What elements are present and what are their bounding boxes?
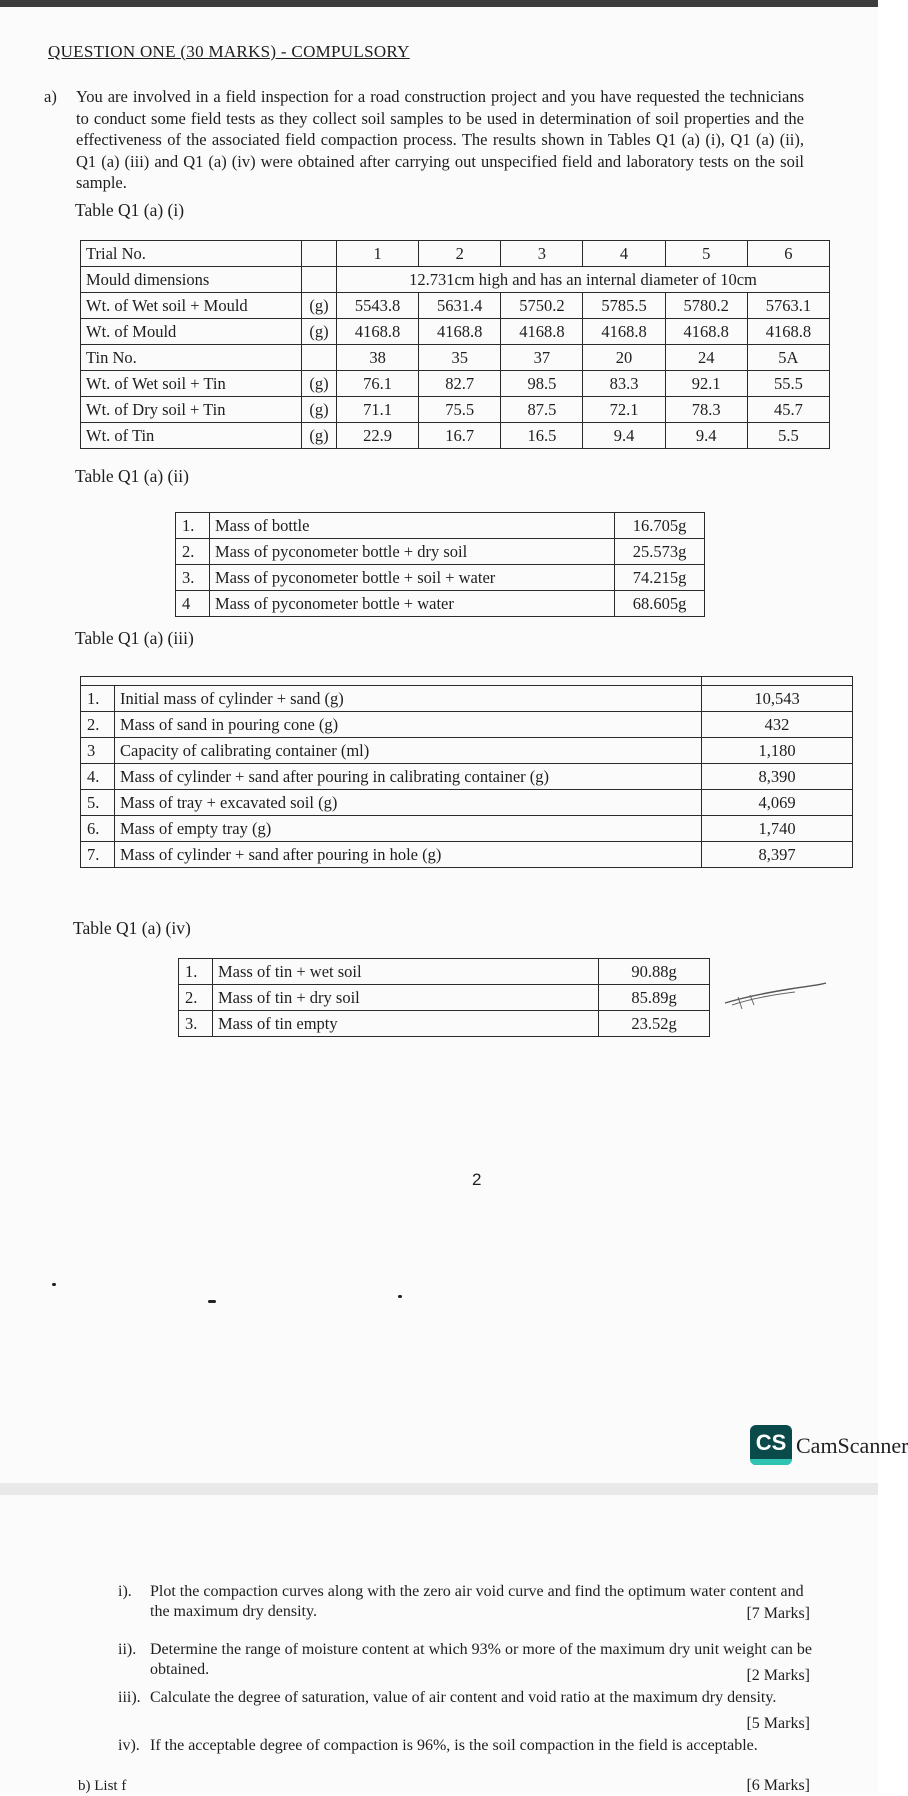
row-label: Mass of pyconometer bottle + soil + water xyxy=(210,565,615,591)
row-value: 23.52g xyxy=(599,1011,710,1037)
row-number: 7. xyxy=(81,842,115,868)
question-item xyxy=(118,1688,818,1732)
row-label: Mass of cylinder + sand after pouring in hole (g) xyxy=(115,842,702,868)
row-value: 68.605g xyxy=(615,591,705,617)
row-unit: (g) xyxy=(302,371,337,397)
moisture-content-table xyxy=(178,958,710,1037)
intro-text: You are involved in a field inspection for a road construction project and you have requested the technicians to conduct some field tests as they collect soil samples to be used in determination of soil properties and the effectiveness of the associated field compaction process. The results shown in Tables Q1 (a) (i), Q1 (a) (ii), Q1 (a) (iii) and Q1 (a) (iv) were obtained after carrying out unspecified field and laboratory tests on the soil sample. xyxy=(76,87,804,192)
pycnometer-table xyxy=(175,512,705,617)
row-label: Wt. of Dry soil + Tin xyxy=(81,397,302,423)
table-cell: 72.1 xyxy=(583,397,665,423)
cut-off-question: b) List f xyxy=(78,1778,127,1794)
scan-speck xyxy=(208,1300,216,1303)
table2-caption: Table Q1 (a) (ii) xyxy=(75,466,189,486)
table-cell: 4168.8 xyxy=(583,319,665,345)
question-text: If the acceptable degree of compaction is 96%, is the soil compaction in the field is acceptable. xyxy=(150,1737,758,1754)
row-label: Mass of pyconometer bottle + dry soil xyxy=(210,539,615,565)
table-cell: 82.7 xyxy=(419,371,501,397)
row-value: 432 xyxy=(702,712,853,738)
row-value: 74.215g xyxy=(615,565,705,591)
table-row xyxy=(176,513,705,539)
table-cell: 35 xyxy=(419,345,501,371)
row-value: 25.573g xyxy=(615,539,705,565)
row-label: Tin No. xyxy=(81,345,302,371)
table-cell: 45.7 xyxy=(747,397,829,423)
table-row xyxy=(81,764,853,790)
table-cell: 9.4 xyxy=(665,423,747,449)
row-number: 2. xyxy=(81,712,115,738)
top-edge-bar xyxy=(0,0,878,7)
mould-label: Mould dimensions xyxy=(81,267,302,293)
row-label: Mass of tin empty xyxy=(213,1011,599,1037)
question-marks: [6 Marks] xyxy=(746,1777,810,1794)
table-row xyxy=(81,371,830,397)
question-marks: [2 Marks] xyxy=(746,1667,810,1684)
trial-no: 6 xyxy=(747,241,829,267)
camscanner-watermark: CamScanner xyxy=(796,1433,908,1458)
table-cell: 5780.2 xyxy=(665,293,747,319)
table-cell: 5631.4 xyxy=(419,293,501,319)
row-label: Mass of tin + dry soil xyxy=(213,985,599,1011)
question-marks: [7 Marks] xyxy=(746,1605,810,1622)
table-cell: 5.5 xyxy=(747,423,829,449)
table-row xyxy=(81,345,830,371)
table-cell: 4168.8 xyxy=(501,319,583,345)
table-cell: 4168.8 xyxy=(665,319,747,345)
row-label: Initial mass of cylinder + sand (g) xyxy=(115,686,702,712)
table-cell: 55.5 xyxy=(747,371,829,397)
row-number: 1. xyxy=(81,686,115,712)
table-cell: 4168.8 xyxy=(419,319,501,345)
table-row xyxy=(81,790,853,816)
question-item xyxy=(118,1640,818,1684)
row-number: 3. xyxy=(179,1011,213,1037)
table-row xyxy=(176,591,705,617)
table3-caption: Table Q1 (a) (iii) xyxy=(75,628,194,648)
table4-caption: Table Q1 (a) (iv) xyxy=(73,918,191,938)
row-number: 1. xyxy=(176,513,210,539)
table-row xyxy=(81,319,830,345)
table-cell: 5785.5 xyxy=(583,293,665,319)
row-value: 8,397 xyxy=(702,842,853,868)
question-marks: [5 Marks] xyxy=(746,1715,810,1732)
intro-paragraph xyxy=(44,86,804,194)
row-label: Mass of tray + excavated soil (g) xyxy=(115,790,702,816)
row-number: 2. xyxy=(179,985,213,1011)
row-value: 1,180 xyxy=(702,738,853,764)
question-item xyxy=(118,1582,818,1622)
row-value: 4,069 xyxy=(702,790,853,816)
table-cell: 38 xyxy=(337,345,419,371)
table-cell: 4168.8 xyxy=(747,319,829,345)
page-number: 2 xyxy=(472,1170,482,1189)
trial-no: 4 xyxy=(583,241,665,267)
row-number: 2. xyxy=(176,539,210,565)
trial-no: 3 xyxy=(501,241,583,267)
question-text: Plot the compaction curves along with the zero air void curve and find the optimum water content and the maximum dry density. xyxy=(150,1583,804,1620)
trial-no: 2 xyxy=(419,241,501,267)
table-row xyxy=(81,842,853,868)
question-label: iv). xyxy=(118,1737,140,1754)
table-cell: 5763.1 xyxy=(747,293,829,319)
table-row xyxy=(81,397,830,423)
question-label: i). xyxy=(118,1583,132,1600)
table-row xyxy=(179,1011,710,1037)
table-row xyxy=(179,985,710,1011)
scan-speck xyxy=(52,1283,56,1286)
row-unit: (g) xyxy=(302,293,337,319)
table-cell: 5750.2 xyxy=(501,293,583,319)
page-separator xyxy=(0,1483,878,1495)
table-cell: 98.5 xyxy=(501,371,583,397)
row-number: 4. xyxy=(81,764,115,790)
row-value: 90.88g xyxy=(599,959,710,985)
table-cell: 87.5 xyxy=(501,397,583,423)
table-cell: 22.9 xyxy=(337,423,419,449)
table-row xyxy=(81,267,830,293)
table-row xyxy=(81,816,853,842)
row-number: 4 xyxy=(176,591,210,617)
table-row xyxy=(81,712,853,738)
table-cell: 75.5 xyxy=(419,397,501,423)
table-row xyxy=(81,686,853,712)
table-cell: 71.1 xyxy=(337,397,419,423)
question-heading: QUESTION ONE (30 MARKS) - COMPULSORY xyxy=(48,42,410,61)
question-text: Calculate the degree of saturation, value of air content and void ratio at the maximum dry density. xyxy=(150,1689,777,1706)
row-label: Mass of cylinder + sand after pouring in calibrating container (g) xyxy=(115,764,702,790)
row-label: Wt. of Mould xyxy=(81,319,302,345)
scan-speck xyxy=(398,1295,402,1298)
row-label: Mass of pyconometer bottle + water xyxy=(210,591,615,617)
row-number: 6. xyxy=(81,816,115,842)
question-item xyxy=(118,1736,818,1794)
row-value: 85.89g xyxy=(599,985,710,1011)
table-cell: 16.7 xyxy=(419,423,501,449)
row-label: Mass of sand in pouring cone (g) xyxy=(115,712,702,738)
table-cell: 9.4 xyxy=(583,423,665,449)
trial-no: 1 xyxy=(337,241,419,267)
row-number: 1. xyxy=(179,959,213,985)
row-label: Wt. of Tin xyxy=(81,423,302,449)
row-label: Capacity of calibrating container (ml) xyxy=(115,738,702,764)
row-unit: (g) xyxy=(302,319,337,345)
table-cell: 24 xyxy=(665,345,747,371)
row-label: Mass of bottle xyxy=(210,513,615,539)
mould-dimensions: 12.731cm high and has an internal diameter of 10cm xyxy=(337,267,830,293)
row-unit: (g) xyxy=(302,397,337,423)
table-row xyxy=(81,738,853,764)
table-row xyxy=(179,959,710,985)
row-label: Wt. of Wet soil + Tin xyxy=(81,371,302,397)
row-value: 16.705g xyxy=(615,513,705,539)
row-value: 10,543 xyxy=(702,686,853,712)
table-cell: 5A xyxy=(747,345,829,371)
table1-caption: Table Q1 (a) (i) xyxy=(75,200,185,220)
row-unit xyxy=(302,345,337,371)
table-cell: 4168.8 xyxy=(337,319,419,345)
table-row xyxy=(81,241,830,267)
table-row xyxy=(81,293,830,319)
trial-label: Trial No. xyxy=(81,241,302,267)
table-header-row xyxy=(81,677,853,686)
row-unit: (g) xyxy=(302,423,337,449)
row-value: 8,390 xyxy=(702,764,853,790)
table-cell: 37 xyxy=(501,345,583,371)
table-cell: 92.1 xyxy=(665,371,747,397)
row-number: 5. xyxy=(81,790,115,816)
row-label: Mass of empty tray (g) xyxy=(115,816,702,842)
table-cell: 78.3 xyxy=(665,397,747,423)
part-label: a) xyxy=(44,87,57,106)
table-row xyxy=(176,565,705,591)
question-label: iii). xyxy=(118,1689,141,1706)
question-label: ii). xyxy=(118,1641,137,1658)
handwritten-scribble xyxy=(720,975,830,1015)
table-cell: 16.5 xyxy=(501,423,583,449)
camscanner-logo-icon: CS xyxy=(750,1425,792,1465)
table-row xyxy=(81,423,830,449)
table-cell: 83.3 xyxy=(583,371,665,397)
sand-replacement-table xyxy=(80,676,853,868)
row-number: 3 xyxy=(81,738,115,764)
row-label: Mass of tin + wet soil xyxy=(213,959,599,985)
table-row xyxy=(176,539,705,565)
table-cell: 20 xyxy=(583,345,665,371)
compaction-test-table xyxy=(80,240,830,449)
row-label: Wt. of Wet soil + Mould xyxy=(81,293,302,319)
question-text: Determine the range of moisture content at which 93% or more of the maximum dry unit weight can be obtained. xyxy=(150,1641,813,1678)
row-value: 1,740 xyxy=(702,816,853,842)
table-cell: 5543.8 xyxy=(337,293,419,319)
row-number: 3. xyxy=(176,565,210,591)
table-cell: 76.1 xyxy=(337,371,419,397)
trial-no: 5 xyxy=(665,241,747,267)
